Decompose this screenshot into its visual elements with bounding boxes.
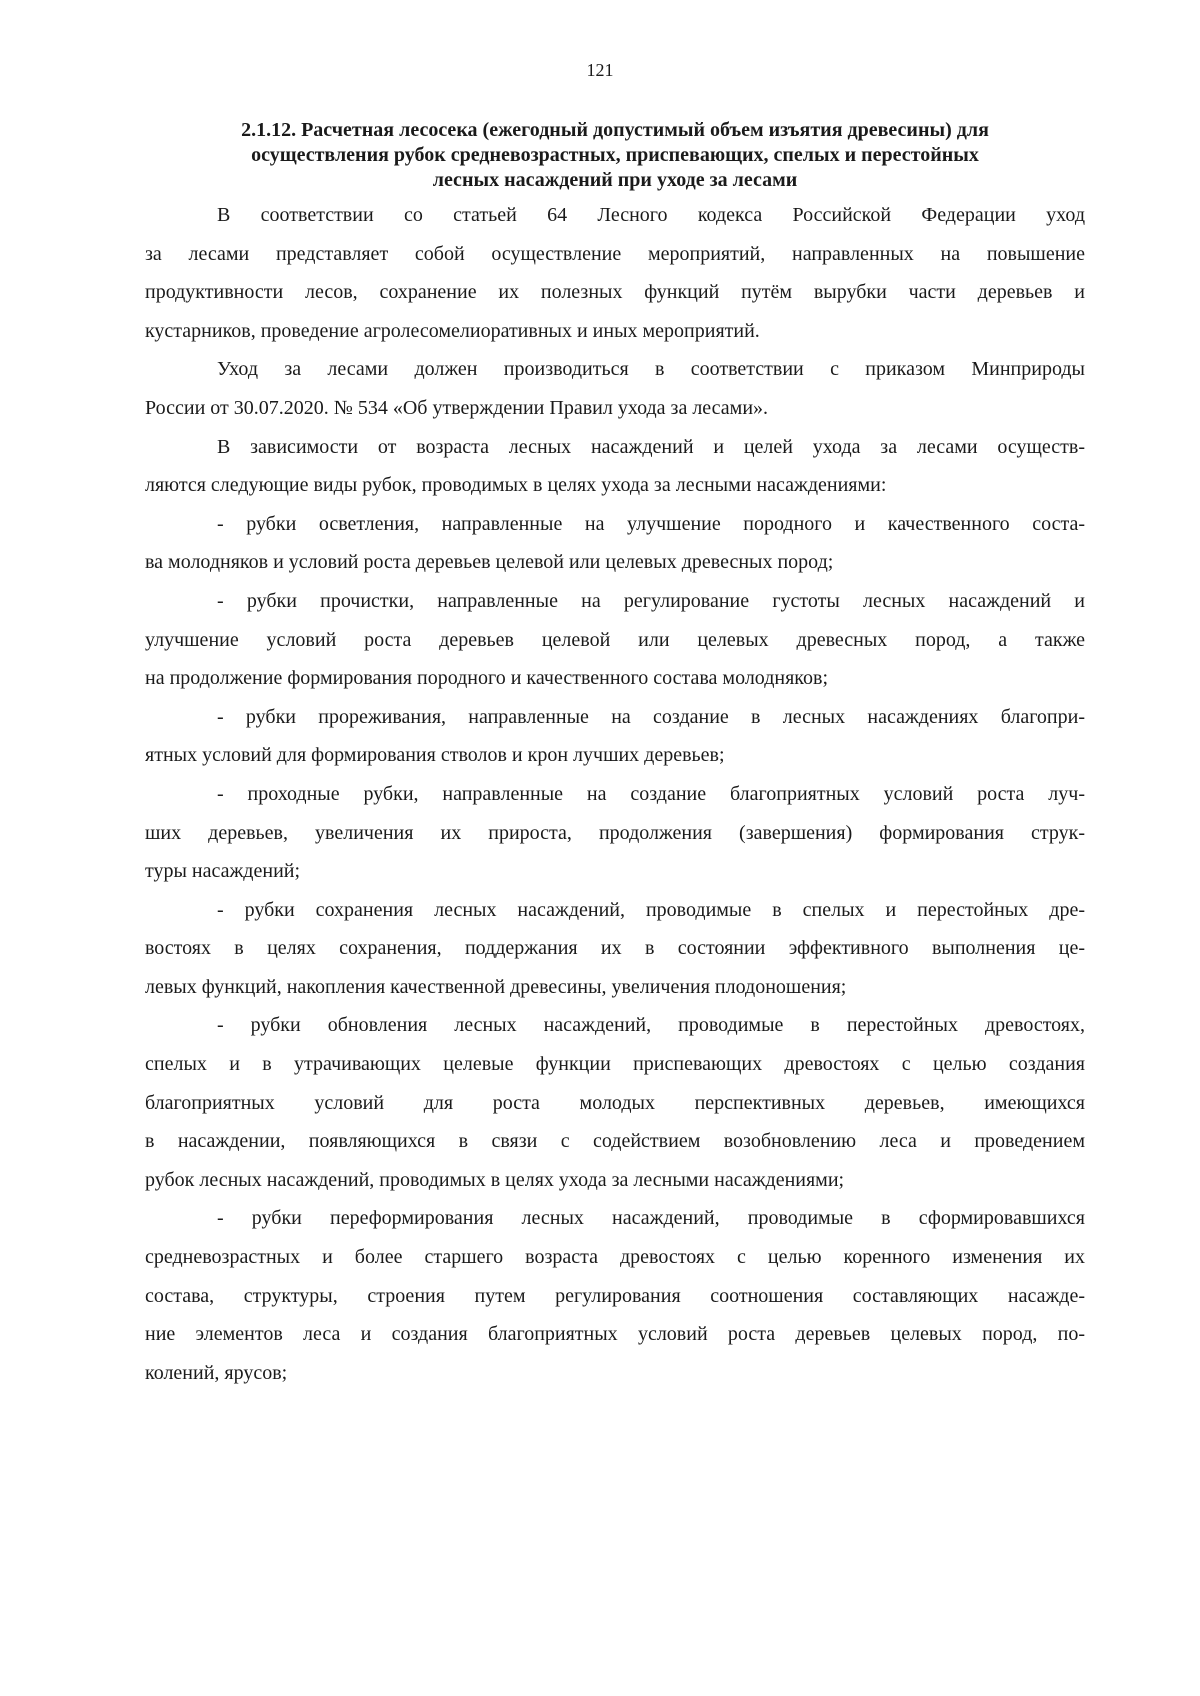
paragraph-line: кустарников, проведение агролесомелиоративных и иных мероприятий. [145,319,760,342]
paragraph-line: туры насаждений; [145,860,301,883]
paragraph-line: - рубки осветления, направленные на улучшение породного и качественного соста- [217,512,1085,535]
paragraph [145,428,1085,505]
paragraph-line: ние элементов леса и создания благоприятных условий роста деревьев целевых пород, по- [145,1323,1085,1346]
paragraph-line: на продолжение формирования породного и качественного состава молодняков; [145,667,829,690]
paragraph-line: - рубки прореживания, направленные на создание в лесных насаждениях благопри- [217,705,1085,728]
paragraph-line: ляются следующие виды рубок, проводимых в целях ухода за лесными насаждениями: [145,474,887,497]
paragraph-line: - проходные рубки, направленные на создание благоприятных условий роста луч- [217,782,1085,805]
paragraph-line: за лесами представляет собой осуществление мероприятий, направленных на повышение [145,242,1085,265]
paragraph-line: в насаждении, появляющихся в связи с содействием возобновлению леса и проведением [145,1130,1085,1153]
heading-line: лесных насаждений при уходе за лесами [432,169,798,191]
paragraph [145,350,1085,427]
heading-line: 2.1.12. Расчетная лесосека (ежегодный допустимый объем изъятия древесины) для [241,119,989,141]
paragraph [145,582,1085,698]
paragraph-line: - рубки обновления лесных насаждений, проводимые в перестойных древостоях, [217,1014,1085,1037]
paragraph-line: средневозрастных и более старшего возраста древостоях с целью коренного изменения их [145,1246,1085,1269]
paragraph-line: России от 30.07.2020. № 534 «Об утверждении Правил ухода за лесами». [145,396,769,419]
section-heading [150,118,1080,193]
paragraph-line: рубок лесных насаждений, проводимых в целях ухода за лесными насаждениями; [145,1168,845,1191]
page-number: 121 [586,60,614,80]
paragraph-line: продуктивности лесов, сохранение их полезных функций путём вырубки части деревьев и [145,281,1085,304]
paragraph-line: благоприятных условий для роста молодых перспективных деревьев, имеющихся [145,1091,1085,1114]
paragraph-line: колений, ярусов; [145,1361,288,1384]
paragraph-line: востоях в целях сохранения, поддержания их в состоянии эффективного выполнения це- [145,937,1085,960]
paragraph-line: - рубки сохранения лесных насаждений, проводимые в спелых и перестойных дре- [217,898,1085,921]
paragraph [145,891,1085,1007]
paragraph-line: спелых и в утрачивающих целевые функции приспевающих древостоях с целью создания [145,1053,1085,1076]
body-text [145,196,1085,1392]
paragraph-line: Уход за лесами должен производиться в соответствии с приказом Минприроды [217,358,1085,381]
paragraph [145,1199,1085,1392]
paragraph-line: улучшение условий роста деревьев целевой или целевых древесных пород, а также [145,628,1085,651]
paragraph [145,1006,1085,1199]
paragraph-line: В соответствии со статьей 64 Лесного кодекса Российской Федерации уход [217,204,1085,226]
paragraph-line: - рубки прочистки, направленные на регулирование густоты лесных насаждений и [217,589,1085,612]
heading-line: осуществления рубок средневозрастных, приспевающих, спелых и перестойных [251,144,979,166]
paragraph-line: состава, структуры, строения путем регулирования соотношения составляющих насажде- [145,1284,1085,1307]
paragraph-line: ва молодняков и условий роста деревьев целевой или целевых древесных пород; [145,551,834,574]
paragraph [145,698,1085,775]
paragraph [145,505,1085,582]
paragraph [145,775,1085,891]
paragraph-line: левых функций, накопления качественной древесины, увеличения плодоношения; [145,975,847,998]
paragraph-line: - рубки переформирования лесных насаждений, проводимые в сформировавшихся [217,1207,1085,1230]
paragraph-line: ших деревьев, увеличения их прироста, продолжения (завершения) формирования струк- [145,821,1085,844]
paragraph-line: ятных условий для формирования стволов и крон лучших деревьев; [145,744,725,767]
paragraph-line: В зависимости от возраста лесных насаждений и целей ухода за лесами осуществ- [217,435,1085,458]
paragraph [145,196,1085,350]
